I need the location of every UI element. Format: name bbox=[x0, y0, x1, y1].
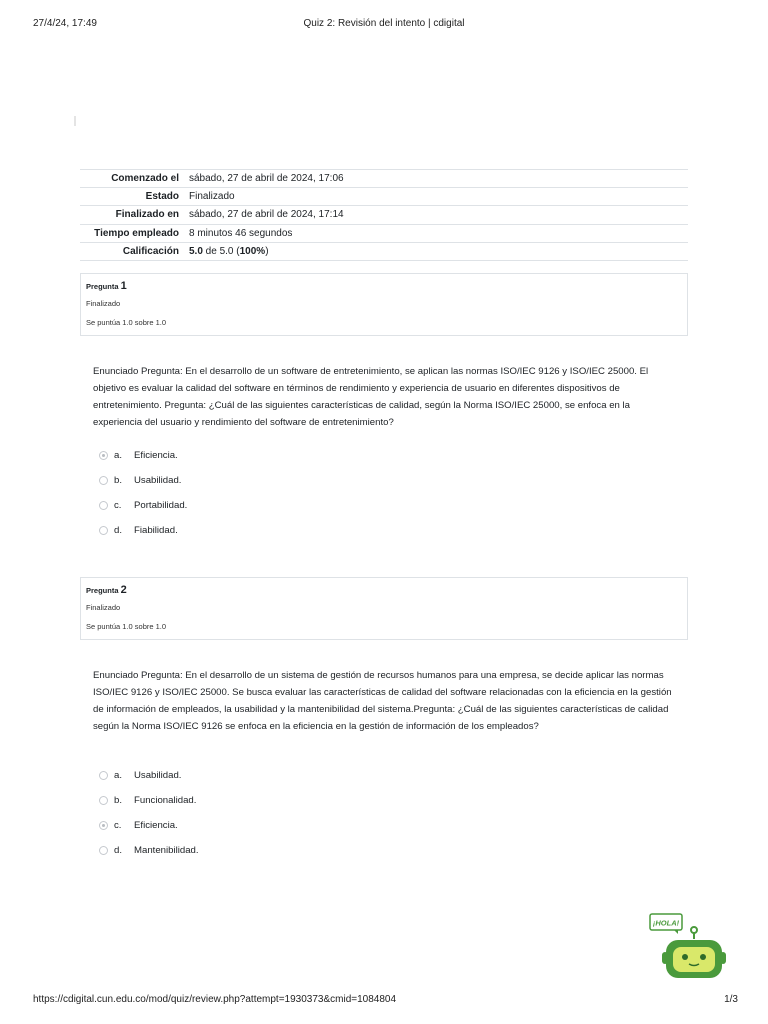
answer-option[interactable] bbox=[99, 443, 187, 468]
answer-text: Eficiencia. bbox=[134, 820, 178, 831]
question-info-1 bbox=[80, 273, 688, 336]
answer-letter: c. bbox=[114, 500, 122, 511]
answer-option[interactable] bbox=[99, 468, 187, 493]
answer-option[interactable] bbox=[99, 788, 199, 813]
radio-selected-icon[interactable] bbox=[99, 451, 108, 460]
answer-letter: d. bbox=[114, 845, 123, 856]
question-number bbox=[86, 280, 127, 292]
logo-placeholder bbox=[74, 116, 76, 126]
answer-letter: a. bbox=[114, 450, 123, 461]
answer-text: Eficiencia. bbox=[134, 450, 178, 461]
answer-letter: c. bbox=[114, 820, 122, 831]
chat-bot-widget[interactable] bbox=[648, 912, 728, 982]
summary-row-grade bbox=[80, 242, 688, 260]
question-number-value: 2 bbox=[120, 584, 127, 596]
grade-percent: 100% bbox=[239, 245, 266, 257]
summary-row-time-taken bbox=[80, 224, 688, 242]
question-text-2: Enunciado Pregunta: En el desarrollo de un sistema de gestión de recursos humanos para una empresa, se decide aplicar las normas ISO/IEC 9126 y ISO/IEC 25000. Se busca evaluar las características de calidad del software relacionadas con la eficiencia en la gestión de información de empleados, la usabilidad y la mantenibilidad del sistema.Pregunta: ¿Cuál de las siguientes características de calidad según la Norma ISO/IEC 9126 se enfoca en la eficiencia en la gestión de información de los empleados? bbox=[93, 670, 672, 732]
question-text-1: Enunciado Pregunta: En el desarrollo de un software de entretenimiento, se aplican las normas ISO/IEC 9126 y ISO/IEC 25000. El objetivo es evaluar la calidad del software en términos de rendimiento y experiencia de usuario en diferentes dispositivos de entretenimiento. Pregunta: ¿Cuál de las siguientes características de calidad, según la Norma ISO/IEC 25000, se enfoca en la experiencia del usuario y rendimiento del software de entretenimiento? bbox=[93, 366, 649, 428]
answer-letter: d. bbox=[114, 525, 123, 536]
summary-value: sábado, 27 de abril de 2024, 17:06 bbox=[189, 173, 344, 185]
radio-icon[interactable] bbox=[99, 476, 108, 485]
summary-row-state bbox=[80, 188, 688, 206]
answer-text: Usabilidad. bbox=[134, 770, 182, 781]
summary-label: Finalizado en bbox=[115, 209, 179, 221]
answer-text: Usabilidad. bbox=[134, 475, 182, 486]
question-prefix: Pregunta bbox=[86, 586, 121, 595]
radio-selected-icon[interactable] bbox=[99, 821, 108, 830]
summary-label: Calificación bbox=[122, 245, 179, 257]
summary-value: 8 minutos 46 segundos bbox=[189, 227, 293, 239]
answer-text: Fiabilidad. bbox=[134, 525, 178, 536]
summary-label: Estado bbox=[145, 191, 179, 203]
attempt-summary-table bbox=[80, 169, 688, 261]
answer-list-1 bbox=[99, 443, 187, 543]
question-number-value: 1 bbox=[120, 280, 127, 292]
print-page-title: Quiz 2: Revisión del intento | cdigital bbox=[303, 18, 465, 29]
page-counter: 1/3 bbox=[724, 994, 738, 1005]
question-grade: Se puntúa 1.0 sobre 1.0 bbox=[86, 622, 167, 631]
robot-icon[interactable] bbox=[662, 927, 726, 978]
answer-option[interactable] bbox=[99, 838, 199, 863]
answer-list-2 bbox=[99, 763, 199, 863]
question-state: Finalizado bbox=[86, 603, 121, 612]
hola-bubble-icon[interactable] bbox=[650, 914, 682, 934]
summary-value: Finalizado bbox=[189, 191, 235, 203]
question-state: Finalizado bbox=[86, 299, 121, 308]
radio-icon[interactable] bbox=[99, 771, 108, 780]
answer-letter: b. bbox=[114, 795, 123, 806]
question-grade: Se puntúa 1.0 sobre 1.0 bbox=[86, 318, 167, 327]
question-prefix: Pregunta bbox=[86, 282, 121, 291]
summary-label: Comenzado el bbox=[111, 173, 179, 185]
answer-option[interactable] bbox=[99, 763, 199, 788]
print-url: https://cdigital.cun.edu.co/mod/quiz/review.php?attempt=1930373&cmid=1084804 bbox=[33, 994, 397, 1005]
radio-icon[interactable] bbox=[99, 846, 108, 855]
summary-value: sábado, 27 de abril de 2024, 17:14 bbox=[189, 209, 344, 221]
question-info-2 bbox=[80, 577, 688, 640]
grade-close: ) bbox=[265, 245, 269, 257]
grade-score: 5.0 bbox=[189, 245, 203, 257]
answer-option[interactable] bbox=[99, 493, 187, 518]
answer-option[interactable] bbox=[99, 518, 187, 543]
radio-icon[interactable] bbox=[99, 501, 108, 510]
summary-grade-value bbox=[184, 242, 688, 260]
answer-text: Mantenibilidad. bbox=[134, 845, 199, 856]
print-datetime: 27/4/24, 17:49 bbox=[33, 18, 97, 29]
summary-row-started bbox=[80, 170, 688, 188]
print-footer bbox=[0, 994, 768, 1008]
radio-icon[interactable] bbox=[99, 526, 108, 535]
answer-letter: b. bbox=[114, 475, 123, 486]
print-header bbox=[0, 18, 768, 32]
summary-row-finished bbox=[80, 206, 688, 224]
answer-option[interactable] bbox=[99, 813, 199, 838]
hola-bubble-text: ¡HOLA! bbox=[652, 918, 680, 928]
summary-label: Tiempo empleado bbox=[94, 227, 179, 239]
radio-icon[interactable] bbox=[99, 796, 108, 805]
answer-text: Portabilidad. bbox=[134, 500, 188, 511]
answer-letter: a. bbox=[114, 770, 123, 781]
grade-of: de 5.0 ( bbox=[202, 245, 240, 257]
answer-text: Funcionalidad. bbox=[134, 795, 197, 806]
question-number bbox=[86, 584, 127, 596]
